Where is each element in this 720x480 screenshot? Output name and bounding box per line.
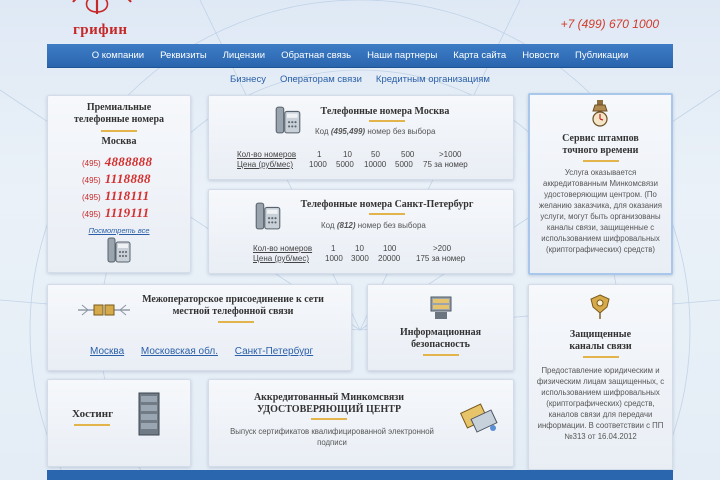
row-header: Цена (руб/мес) <box>237 160 293 169</box>
table-cell: 500 <box>401 150 415 159</box>
phone-icon <box>253 201 283 231</box>
spb-title: Телефонные номера Санкт-Петербург <box>300 199 474 210</box>
timestamp-service-card[interactable] <box>528 93 673 275</box>
phone-icon <box>106 236 132 264</box>
shield-lock-icon <box>587 293 613 321</box>
title-divider <box>583 160 619 162</box>
premium-title-line2: телефонные номера <box>73 114 165 125</box>
premium-numbers-card <box>47 95 191 273</box>
logo-text[interactable]: грифин <box>73 22 128 38</box>
table-cell: 175 за номер <box>416 254 466 263</box>
table-cell: 1 <box>331 244 336 253</box>
nav-item-sitemap[interactable]: Карта сайта <box>453 50 507 61</box>
title-divider <box>101 130 137 132</box>
main-nav <box>47 44 673 68</box>
sub-nav <box>47 74 673 88</box>
table-cell: >200 <box>433 244 452 253</box>
infosec-title-line2: безопасность <box>411 339 470 350</box>
code-prefix: Код <box>315 127 329 136</box>
secure-title-line2: каналы связи <box>569 341 632 352</box>
server-rack-icon <box>138 392 160 436</box>
premium-number-item[interactable]: (495) 1119111 <box>82 205 150 220</box>
table-cell: 10 <box>343 150 352 159</box>
link-moscow-region[interactable]: Московская обл. <box>140 346 218 357</box>
link-spb[interactable]: Санкт-Петербург <box>234 346 314 357</box>
ca-title-line1: Аккредитованный Минкомсвязи <box>253 392 405 403</box>
title-divider <box>369 120 405 122</box>
table-cell: >1000 <box>439 150 462 159</box>
row-header: Цена (руб/мес) <box>253 254 309 263</box>
phone-icon <box>273 105 303 135</box>
network-connection-icon <box>78 301 130 319</box>
stamp-title-line2: точного времени <box>562 145 639 156</box>
interconnect-title-line1: Межоператорское присоединение к сети <box>142 294 324 305</box>
infosec-title-line1: Информационная <box>399 327 482 338</box>
spb-price-table <box>253 244 465 264</box>
nav-item-requisites[interactable]: Реквизиты <box>160 50 207 61</box>
footer-bar <box>47 470 673 480</box>
page-wrapper <box>47 0 673 480</box>
title-divider <box>423 354 459 356</box>
title-divider <box>369 213 405 215</box>
table-cell: 10000 <box>364 160 387 169</box>
link-moscow[interactable]: Москва <box>90 346 125 357</box>
premium-number-item[interactable]: (495) 1118111 <box>82 188 150 203</box>
interconnect-card[interactable] <box>47 284 352 371</box>
secure-title-line1: Защищенные <box>569 329 632 340</box>
header <box>47 0 673 44</box>
infosec-card[interactable] <box>367 284 514 371</box>
code-suffix: номер без выбора <box>367 127 436 136</box>
table-cell: 75 за номер <box>423 160 468 169</box>
subnav-credit[interactable]: Кредитным организациям <box>375 74 490 85</box>
secure-channels-card[interactable] <box>528 284 673 470</box>
moscow-code: (495,499) <box>330 127 366 136</box>
premium-city: Москва <box>101 136 137 147</box>
nav-item-news[interactable]: Новости <box>522 50 559 61</box>
code-suffix: номер без выбора <box>357 221 426 230</box>
table-cell: 1 <box>317 150 322 159</box>
ca-description: Выпуск сертификатов квалифицированной электронной подписи <box>230 427 434 447</box>
nav-item-about[interactable]: О компании <box>91 50 145 61</box>
title-divider <box>311 418 347 420</box>
premium-title-line1: Премиальные <box>86 102 152 113</box>
certificate-authority-card[interactable] <box>208 379 514 467</box>
nav-item-feedback[interactable]: Обратная связь <box>281 50 352 61</box>
table-cell: 20000 <box>378 254 401 263</box>
security-server-icon <box>429 295 453 321</box>
title-divider <box>583 356 619 358</box>
stamp-description: Услуга оказывается аккредитованным Минкомсвязи удостоверяющим центром. (По желанию заказчика, для оказания услуги, могут быть организованы каналы связи, защищенные с использованием шифровальных (криптографических) средств) <box>538 168 663 254</box>
premium-number-item[interactable]: (495) 4888888 <box>82 154 153 169</box>
nav-item-partners[interactable]: Наши партнеры <box>367 50 438 61</box>
table-cell: 50 <box>371 150 380 159</box>
nav-item-licenses[interactable]: Лицензии <box>222 50 266 61</box>
moscow-price-table <box>237 150 468 170</box>
premium-number-item[interactable]: (495) 1118888 <box>82 171 151 186</box>
moscow-numbers-card[interactable] <box>208 95 514 180</box>
table-cell: 5000 <box>336 160 354 169</box>
certificate-key-icon <box>459 402 499 434</box>
table-cell: 1000 <box>309 160 327 169</box>
moscow-title: Телефонные номера Москва <box>320 106 450 117</box>
subnav-operators[interactable]: Операторам связи <box>279 74 362 85</box>
hosting-title: Хостинг <box>72 408 114 420</box>
table-cell: 1000 <box>325 254 343 263</box>
title-divider <box>74 424 110 426</box>
stamp-title-line1: Сервис штампов <box>562 133 639 144</box>
code-prefix: Код <box>321 221 335 230</box>
table-cell: 10 <box>355 244 364 253</box>
header-phone: +7 (499) 670 1000 <box>560 17 659 31</box>
nav-item-publications[interactable]: Публикации <box>575 50 629 61</box>
spb-code: (812) <box>336 221 356 230</box>
table-cell: 100 <box>383 244 397 253</box>
ca-title-line2: УДОСТОВЕРЯЮЩИЙ ЦЕНТР <box>256 404 402 415</box>
secure-description: Предоставление юридическим и физическим лицам защищенных, с использованием шифровальных (криптографических) средств, каналов связи для передачи информации. В соответствии с ПП №313 от 16.04.2012 <box>536 366 665 441</box>
spb-numbers-card[interactable] <box>208 189 514 274</box>
clock-stamp-icon <box>588 99 612 129</box>
title-divider <box>218 321 254 323</box>
see-all-link[interactable]: Посмотреть все <box>88 226 150 235</box>
row-header: Кол-во номеров <box>253 244 313 253</box>
hosting-card[interactable] <box>47 379 191 467</box>
subnav-business[interactable]: Бизнесу <box>230 74 266 85</box>
row-header: Кол-во номеров <box>237 150 297 159</box>
table-cell: 5000 <box>395 160 413 169</box>
interconnect-title-line2: местной телефонной связи <box>172 306 294 317</box>
table-cell: 3000 <box>351 254 369 263</box>
